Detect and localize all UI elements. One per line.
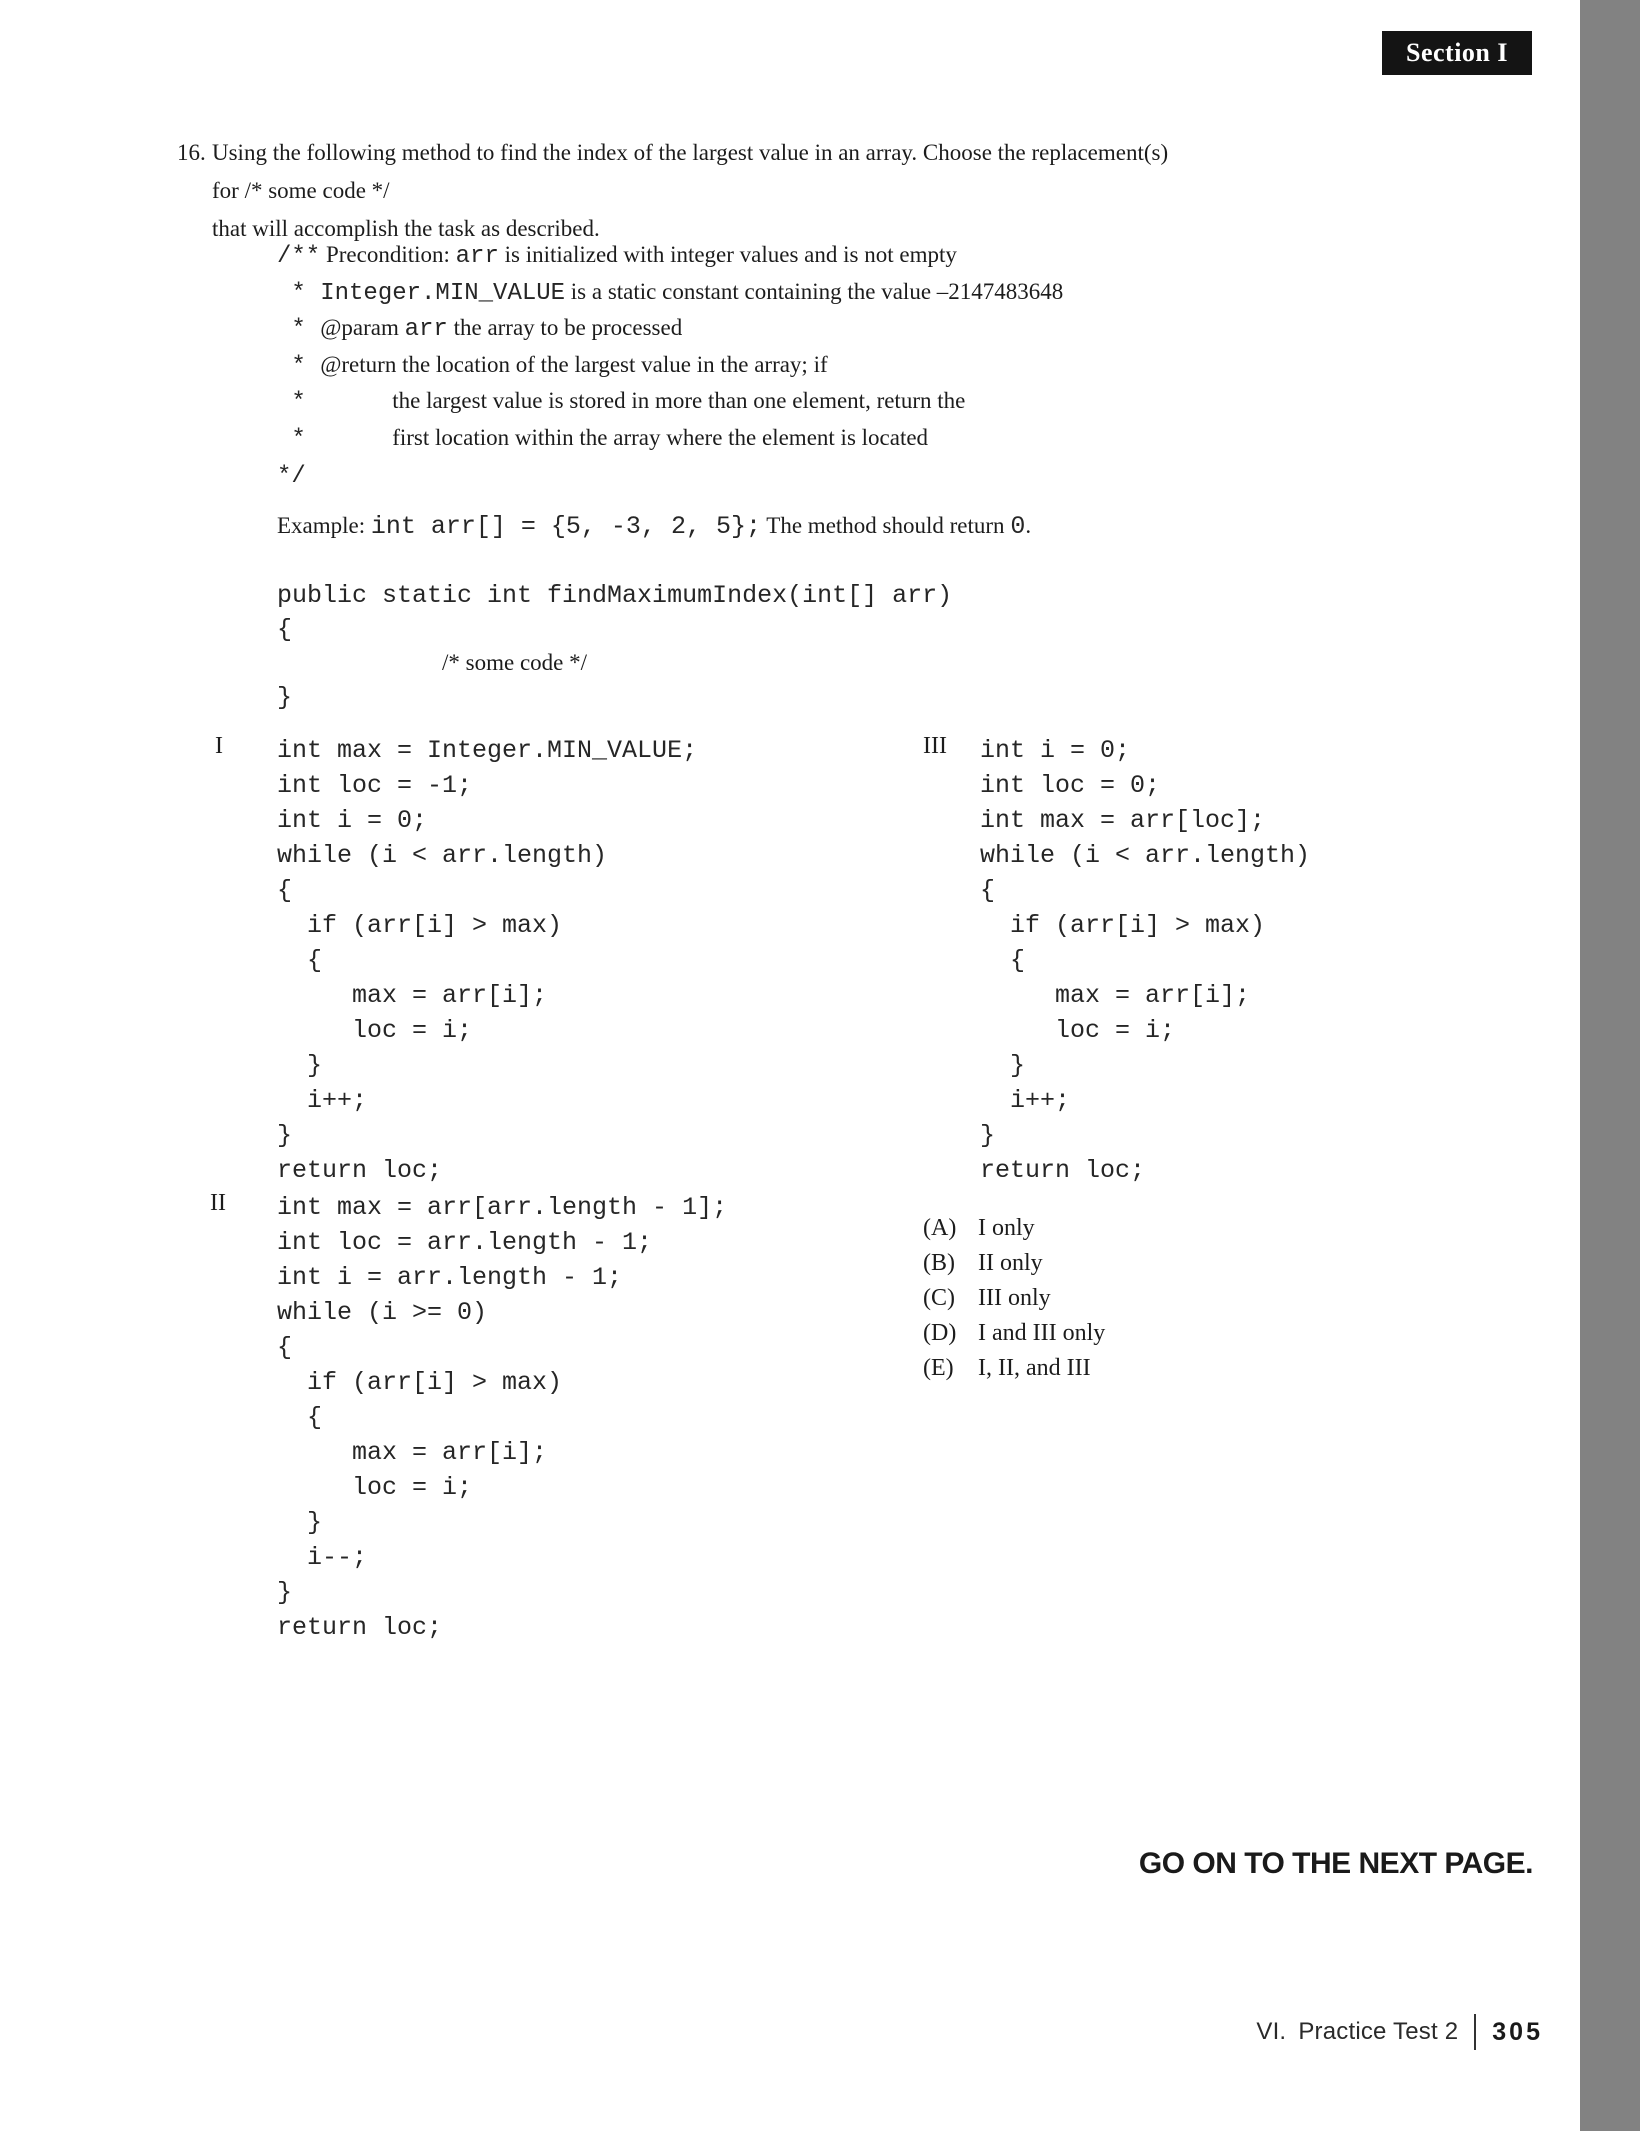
option-II-numeral: II	[210, 1190, 226, 1216]
question-number: 16.	[177, 140, 206, 165]
answer-choice-E	[923, 1351, 1105, 1386]
choice-text: I only	[978, 1215, 1035, 1241]
answer-choice-C	[923, 1281, 1105, 1316]
choice-text: I, II, and III	[978, 1355, 1091, 1381]
choice-text: II only	[978, 1250, 1043, 1276]
footer-page-number: 305	[1492, 2017, 1543, 2046]
question-text: Using the following method to find the index of the largest value in an array. Choose the replacement(s) for /* some code */ that will accomplish the task as described.	[212, 140, 1174, 241]
answer-choice-B	[923, 1246, 1105, 1281]
answer-choice-A	[923, 1211, 1105, 1246]
option-III-numeral: III	[923, 733, 947, 759]
answer-choices	[923, 1211, 1105, 1386]
method-signature-block: public static int findMaximumIndex(int[] arr) { /* some code */ }	[277, 581, 953, 712]
footer-part-label: VI.	[1256, 2018, 1287, 2045]
choice-label: (D)	[923, 1320, 957, 1346]
answer-choice-D	[923, 1316, 1105, 1351]
option-I-numeral: I	[215, 733, 223, 759]
section-badge	[1382, 31, 1532, 75]
choice-label: (B)	[923, 1250, 955, 1276]
go-on-instruction: GO ON TO THE NEXT PAGE.	[1138, 1847, 1533, 1880]
question-16	[177, 134, 1177, 248]
choice-label: (C)	[923, 1285, 955, 1311]
javadoc-comment-block: /** Precondition: arr is initialized with integer values and is not empty * Integer.MIN_VALUE is a static constant containing the value –2147483648 * @param arr the array to be processed * @return the location of the largest value in the array; if * the largest value is stored in more than one element, return the * first location within the array where the element is located */	[277, 242, 1064, 490]
choice-text: III only	[978, 1285, 1051, 1311]
page-edge-strip	[1580, 0, 1640, 2131]
option-I-code-block: int max = Integer.MIN_VALUE; int loc = -1; int i = 0; while (i < arr.length) { if (arr[i] > max) { max = arr[i]; loc = i; } i++; } return loc;	[277, 736, 698, 1185]
footer-part-title: Practice Test 2	[1298, 2018, 1459, 2045]
example-line: Example: int arr[] = {5, -3, 2, 5}; The method should return 0.	[277, 512, 1032, 541]
section-badge-label: Section I	[1406, 38, 1508, 67]
choice-label: (A)	[923, 1215, 957, 1241]
option-II-code-block: int max = arr[arr.length - 1]; int loc = arr.length - 1; int i = arr.length - 1; while (i >= 0) { if (arr[i] > max) { max = arr[i]; loc = i; } i--; } return loc;	[277, 1193, 728, 1642]
choice-label: (E)	[923, 1355, 954, 1381]
option-III-code-block: int i = 0; int loc = 0; int max = arr[loc]; while (i < arr.length) { if (arr[i] > max) { max = arr[i]; loc = i; } i++; } return loc;	[980, 736, 1311, 1185]
choice-text: I and III only	[978, 1320, 1106, 1346]
page-footer	[1256, 2014, 1543, 2050]
footer-divider	[1474, 2014, 1476, 2050]
